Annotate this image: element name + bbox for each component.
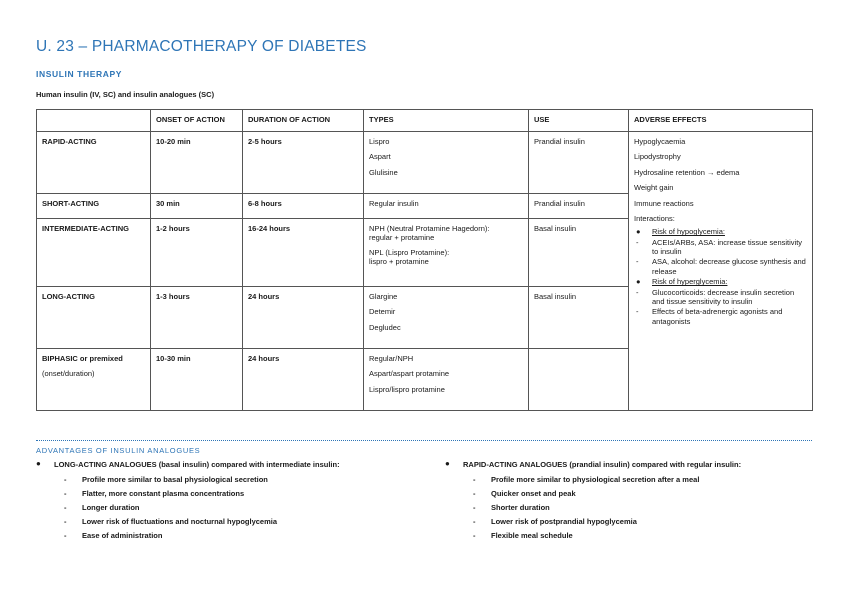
list-item: - Shorter duration (445, 501, 815, 515)
row-types (364, 287, 529, 349)
bullet-icon: ● (636, 227, 641, 237)
header-adverse-effects: ADVERSE EFFECTS (629, 110, 813, 132)
list-item: - Profile more similar to physiological secretion after a meal (445, 473, 815, 487)
type-item: Detemir (369, 307, 396, 317)
interaction-item: - Effects of beta-adrenergic agonists and antagonists (636, 307, 783, 326)
row-onset: 30 min (151, 194, 243, 219)
advantages-heading: ADVANTAGES OF INSULIN ANALOGUES (36, 446, 201, 455)
type-item: Lispro (369, 137, 390, 146)
dash-icon: - (64, 503, 67, 512)
row-duration: 2-5 hours (243, 132, 364, 194)
row-onset: 10-20 min (151, 132, 243, 194)
row-types (364, 349, 529, 411)
dash-icon: - (636, 307, 639, 317)
rapid-acting-advantages (445, 460, 815, 543)
adverse-effect-item: Weight gain (634, 183, 674, 193)
dash-icon: - (64, 475, 67, 484)
dash-icon: - (64, 489, 67, 498)
interaction-item: - Glucocorticoids: decrease insulin secretion and tissue sensitivity to insulin (636, 287, 795, 306)
row-type-note: (onset/duration) (42, 369, 95, 379)
long-acting-advantages (36, 460, 426, 543)
row-duration: 6-8 hours (243, 194, 364, 219)
row-duration: 24 hours (243, 349, 364, 411)
bullet-icon: ● (636, 277, 641, 287)
row-use: Basal insulin (529, 219, 629, 287)
rapid-acting-title: ● RAPID-ACTING ANALOGUES (prandial insulin) compared with regular insulin: (445, 459, 742, 469)
list-item: - Longer duration (36, 501, 426, 515)
insulin-table (36, 109, 813, 411)
adverse-effect-item: Hypoglycaemia (634, 137, 686, 146)
bullet-icon: ● (36, 459, 41, 468)
list-item: - Flexible meal schedule (445, 529, 815, 543)
dash-icon: - (636, 237, 639, 247)
type-item: Regular/NPH (369, 354, 414, 363)
interaction-group: ● Risk of hypoglycemia: (636, 227, 725, 237)
type-detail: lispro + protamine (369, 257, 429, 267)
dash-icon: - (473, 489, 476, 498)
list-item: - Lower risk of postprandial hypoglycemia (445, 515, 815, 529)
row-duration: 16-24 hours (243, 219, 364, 287)
adverse-effect-item: Immune reactions (634, 198, 694, 208)
long-acting-title: ● LONG-ACTING ANALOGUES (basal insulin) compared with intermediate insulin: (36, 459, 340, 469)
type-item: Degludec (369, 322, 401, 332)
row-type: SHORT-ACTING (37, 194, 151, 219)
row-type: INTERMEDIATE-ACTING (37, 219, 151, 287)
type-item: Lispro/lispro protamine (369, 384, 445, 394)
table-header-row (37, 110, 813, 132)
row-duration: 24 hours (243, 287, 364, 349)
adverse-effect-item: Hydrosaline retention → edema (634, 167, 740, 177)
type-item: NPL (Lispro Protamine): (369, 247, 450, 257)
adverse-effects-cell (629, 132, 813, 411)
table-row (37, 132, 813, 194)
row-onset: 10-30 min (151, 349, 243, 411)
type-detail: regular + protamine (369, 233, 435, 243)
row-use: Prandial insulin (529, 132, 629, 194)
row-types (364, 219, 529, 287)
section-heading: INSULIN THERAPY (36, 69, 122, 79)
type-item: Aspart/aspart protamine (369, 369, 450, 379)
bullet-icon: ● (445, 459, 450, 468)
type-item: Regular insulin (369, 199, 419, 208)
row-types (364, 194, 529, 219)
interaction-item: - ASA, alcohol: decrease glucose synthesis and release (636, 257, 806, 276)
dash-icon: - (473, 531, 476, 540)
page-title: U. 23 – PHARMACOTHERAPY OF DIABETES (36, 38, 367, 55)
header-use: USE (529, 110, 629, 132)
interactions-list (634, 227, 807, 326)
list-item: - Ease of administration (36, 529, 426, 543)
dash-icon: - (636, 257, 639, 267)
list-item: - Quicker onset and peak (445, 487, 815, 501)
long-acting-list (36, 473, 426, 543)
list-item: - Lower risk of fluctuations and nocturnal hypoglycemia (36, 515, 426, 529)
list-item: - Profile more similar to basal physiological secretion (36, 473, 426, 487)
interaction-item: - ACEIs/ARBs, ASA: increase tissue sensitivity to insulin (636, 237, 803, 256)
dash-icon: - (636, 287, 639, 297)
table-subtitle: Human insulin (IV, SC) and insulin analogues (SC) (36, 90, 215, 99)
section-divider (36, 440, 812, 441)
adverse-effect-item: Interactions: (634, 213, 675, 223)
row-use: Prandial insulin (529, 194, 629, 219)
dash-icon: - (473, 503, 476, 512)
type-item: Aspart (369, 152, 391, 162)
header-onset: ONSET OF ACTION (151, 110, 243, 132)
dash-icon: - (473, 517, 476, 526)
adverse-effect-item: Lipodystrophy (634, 152, 681, 162)
interaction-group: ● Risk of hyperglycemia: (636, 277, 728, 287)
header-duration: DURATION OF ACTION (243, 110, 364, 132)
type-item: Glulisine (369, 167, 398, 177)
header-types: TYPES (364, 110, 529, 132)
dash-icon: - (64, 517, 67, 526)
rapid-acting-list (445, 473, 815, 543)
header-type (37, 110, 151, 132)
row-onset: 1-3 hours (151, 287, 243, 349)
row-type-label: BIPHASIC or premixed (42, 354, 123, 363)
row-type (37, 349, 151, 411)
dash-icon: - (64, 531, 67, 540)
type-item: NPH (Neutral Protamine Hagedorn): (369, 224, 490, 233)
list-item: - Flatter, more constant plasma concentrations (36, 487, 426, 501)
row-type: RAPID-ACTING (37, 132, 151, 194)
row-use: Basal insulin (529, 287, 629, 349)
adverse-effects-list (634, 137, 807, 223)
dash-icon: - (473, 475, 476, 484)
row-onset: 1-2 hours (151, 219, 243, 287)
row-use (529, 349, 629, 411)
type-item: Glargine (369, 292, 398, 301)
row-type: LONG-ACTING (37, 287, 151, 349)
row-types (364, 132, 529, 194)
